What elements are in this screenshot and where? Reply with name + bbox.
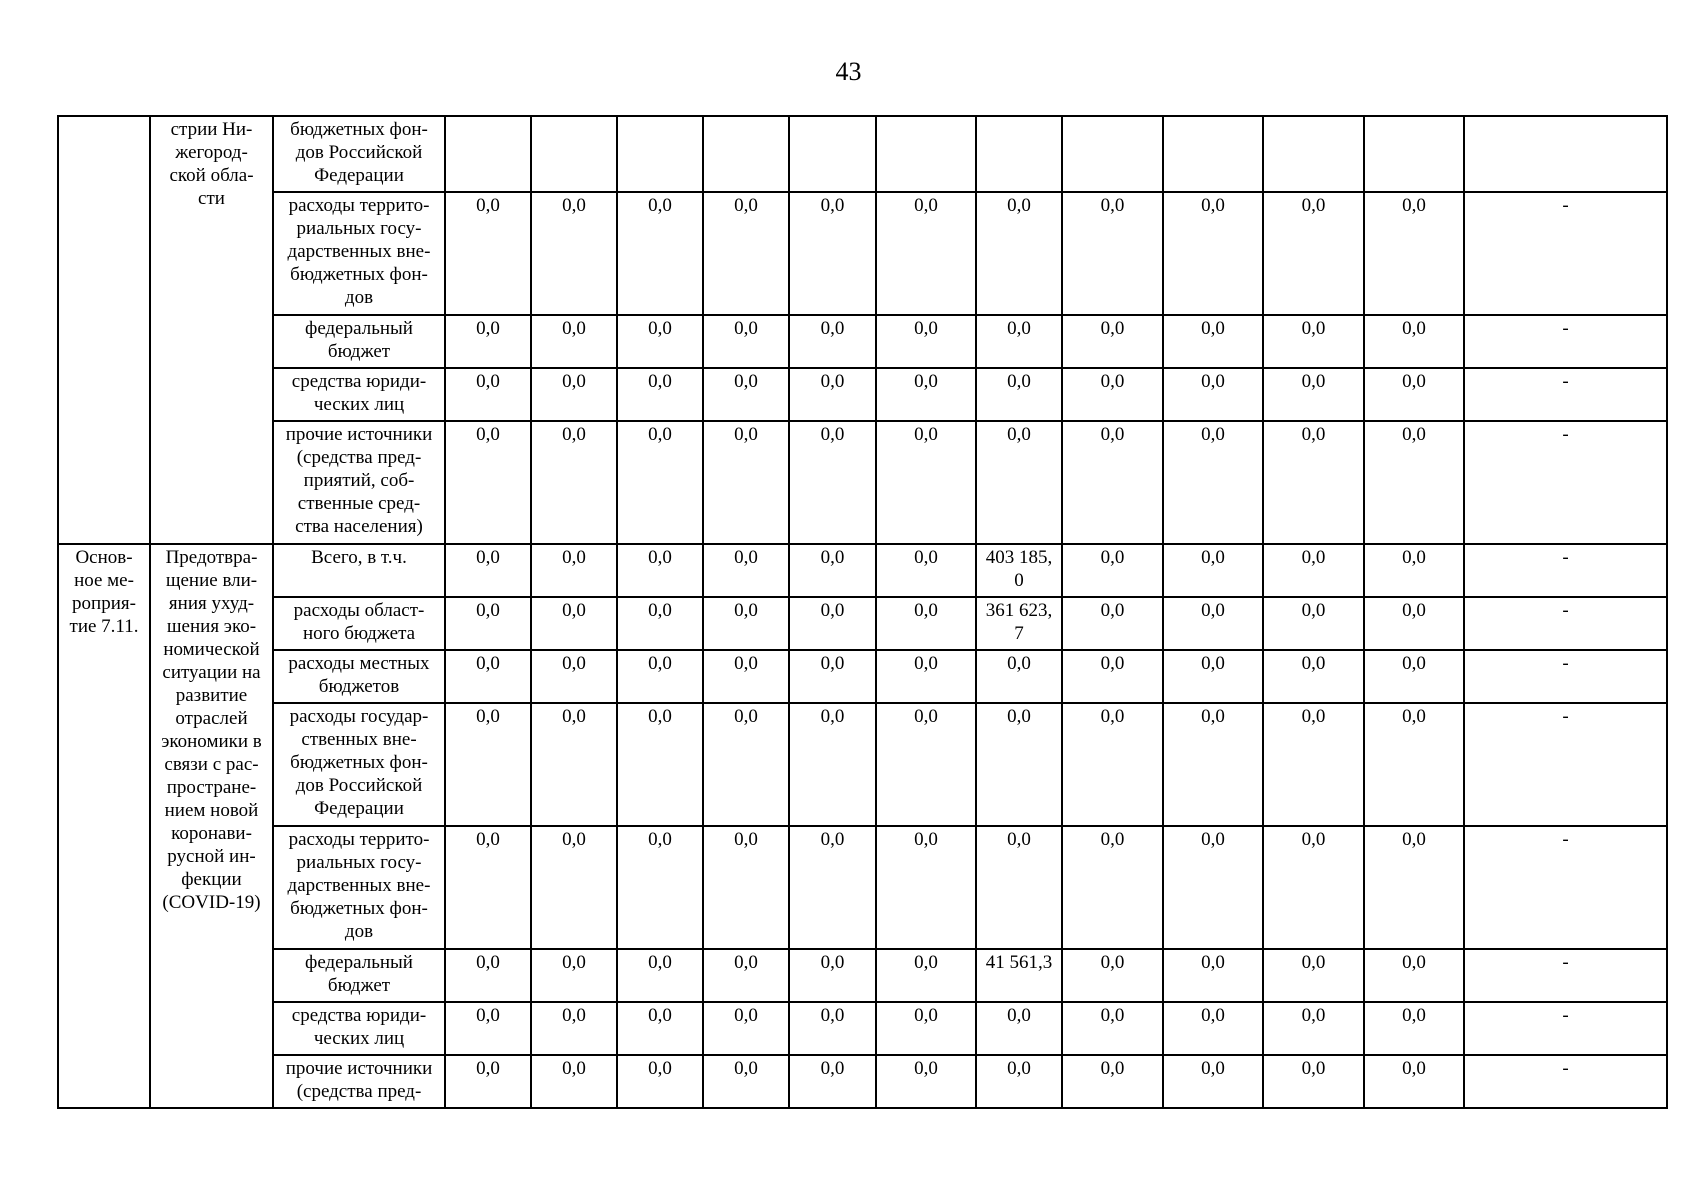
value-cell: - xyxy=(1464,315,1667,368)
value-cell: 0,0 xyxy=(976,1055,1062,1108)
value-cell: 0,0 xyxy=(445,703,531,826)
value-cell: 0,0 xyxy=(876,650,976,703)
value-cell: 0,0 xyxy=(976,192,1062,315)
funding-source-cell: средства юриди- ческих лиц xyxy=(273,368,445,421)
value-cell: 0,0 xyxy=(531,544,617,597)
value-cell: 0,0 xyxy=(1062,826,1163,949)
value-cell: 0,0 xyxy=(1364,650,1464,703)
value-cell: 0,0 xyxy=(703,1002,789,1055)
value-cell: 0,0 xyxy=(1062,192,1163,315)
value-cell: 0,0 xyxy=(445,315,531,368)
funding-source-cell: федеральный бюджет xyxy=(273,315,445,368)
value-cell: 0,0 xyxy=(1062,1055,1163,1108)
value-cell: 0,0 xyxy=(531,597,617,650)
value-cell: 0,0 xyxy=(876,1055,976,1108)
value-cell: 0,0 xyxy=(531,368,617,421)
table-row xyxy=(58,192,1667,315)
value-cell: 0,0 xyxy=(1263,597,1364,650)
value-cell: 0,0 xyxy=(789,421,876,544)
table-row xyxy=(58,315,1667,368)
value-cell: 0,0 xyxy=(1263,421,1364,544)
value-cell: 0,0 xyxy=(1364,544,1464,597)
value-cell: - xyxy=(1464,192,1667,315)
value-cell: 0,0 xyxy=(789,949,876,1002)
value-cell: 0,0 xyxy=(1364,1055,1464,1108)
value-cell xyxy=(1263,116,1364,192)
value-cell: 0,0 xyxy=(1263,1055,1364,1108)
value-cell: 0,0 xyxy=(445,368,531,421)
value-cell: 0,0 xyxy=(976,421,1062,544)
value-cell xyxy=(976,116,1062,192)
value-cell: - xyxy=(1464,597,1667,650)
value-cell: 0,0 xyxy=(1163,949,1263,1002)
value-cell: 0,0 xyxy=(976,315,1062,368)
value-cell: 41 561,3 xyxy=(976,949,1062,1002)
table-row xyxy=(58,544,1667,597)
value-cell: 0,0 xyxy=(1263,703,1364,826)
value-cell: 0,0 xyxy=(876,949,976,1002)
value-cell: 0,0 xyxy=(531,949,617,1002)
value-cell: 0,0 xyxy=(1263,192,1364,315)
value-cell: 0,0 xyxy=(789,1002,876,1055)
value-cell: 0,0 xyxy=(1163,315,1263,368)
value-cell: 0,0 xyxy=(876,192,976,315)
value-cell: 0,0 xyxy=(531,192,617,315)
funding-source-cell: прочие источники (средства пред- приятий, соб- ственные сред- ства населения) xyxy=(273,421,445,544)
value-cell: 0,0 xyxy=(976,368,1062,421)
value-cell: 0,0 xyxy=(1163,192,1263,315)
value-cell: 0,0 xyxy=(1364,421,1464,544)
value-cell: 0,0 xyxy=(976,703,1062,826)
value-cell: 403 185, 0 xyxy=(976,544,1062,597)
value-cell xyxy=(703,116,789,192)
value-cell: 0,0 xyxy=(617,421,703,544)
table-row xyxy=(58,116,1667,192)
table-row xyxy=(58,949,1667,1002)
value-cell: 361 623, 7 xyxy=(976,597,1062,650)
value-cell: 0,0 xyxy=(1364,826,1464,949)
value-cell: 0,0 xyxy=(1163,650,1263,703)
value-cell: 0,0 xyxy=(789,703,876,826)
value-cell: 0,0 xyxy=(789,650,876,703)
value-cell: - xyxy=(1464,544,1667,597)
value-cell: 0,0 xyxy=(876,703,976,826)
value-cell: 0,0 xyxy=(1163,826,1263,949)
value-cell: 0,0 xyxy=(445,949,531,1002)
value-cell: - xyxy=(1464,368,1667,421)
value-cell: 0,0 xyxy=(789,826,876,949)
table-row xyxy=(58,1002,1667,1055)
value-cell: 0,0 xyxy=(703,949,789,1002)
value-cell xyxy=(445,116,531,192)
table-row xyxy=(58,650,1667,703)
value-cell: 0,0 xyxy=(876,315,976,368)
value-cell: 0,0 xyxy=(789,315,876,368)
table-row xyxy=(58,826,1667,949)
table-row xyxy=(58,1055,1667,1108)
value-cell: 0,0 xyxy=(531,703,617,826)
value-cell: - xyxy=(1464,421,1667,544)
funding-source-cell: прочие источники (средства пред- xyxy=(273,1055,445,1108)
value-cell: - xyxy=(1464,826,1667,949)
value-cell: 0,0 xyxy=(1163,544,1263,597)
value-cell: 0,0 xyxy=(617,949,703,1002)
value-cell: 0,0 xyxy=(703,703,789,826)
value-cell: 0,0 xyxy=(617,650,703,703)
value-cell: 0,0 xyxy=(1364,597,1464,650)
value-cell: 0,0 xyxy=(617,1055,703,1108)
value-cell: 0,0 xyxy=(976,826,1062,949)
value-cell: 0,0 xyxy=(1263,826,1364,949)
value-cell: 0,0 xyxy=(617,192,703,315)
value-cell: 0,0 xyxy=(617,703,703,826)
value-cell: 0,0 xyxy=(531,826,617,949)
value-cell: 0,0 xyxy=(876,826,976,949)
value-cell: - xyxy=(1464,1055,1667,1108)
value-cell: 0,0 xyxy=(617,826,703,949)
funding-source-cell: федеральный бюджет xyxy=(273,949,445,1002)
value-cell: 0,0 xyxy=(703,192,789,315)
value-cell: 0,0 xyxy=(1163,421,1263,544)
value-cell: 0,0 xyxy=(976,1002,1062,1055)
funding-source-cell: расходы террито- риальных госу- дарственных вне- бюджетных фон- дов xyxy=(273,192,445,315)
funding-source-cell: расходы государ- ственных вне- бюджетных фон- дов Российской Федерации xyxy=(273,703,445,826)
value-cell: 0,0 xyxy=(876,368,976,421)
value-cell: 0,0 xyxy=(531,315,617,368)
value-cell: 0,0 xyxy=(1263,1002,1364,1055)
value-cell: 0,0 xyxy=(1062,650,1163,703)
program-stage-cell xyxy=(58,116,150,544)
value-cell xyxy=(531,116,617,192)
value-cell: 0,0 xyxy=(445,421,531,544)
value-cell: 0,0 xyxy=(703,368,789,421)
measure-name-cell: стрии Ни- жегород- ской обла- сти xyxy=(150,116,273,544)
value-cell: 0,0 xyxy=(531,421,617,544)
value-cell: 0,0 xyxy=(876,421,976,544)
value-cell xyxy=(1163,116,1263,192)
value-cell: 0,0 xyxy=(1263,315,1364,368)
value-cell: 0,0 xyxy=(617,597,703,650)
value-cell: 0,0 xyxy=(876,597,976,650)
value-cell xyxy=(1464,116,1667,192)
value-cell: - xyxy=(1464,703,1667,826)
value-cell: 0,0 xyxy=(531,1002,617,1055)
value-cell: 0,0 xyxy=(876,544,976,597)
value-cell xyxy=(876,116,976,192)
value-cell: 0,0 xyxy=(1062,544,1163,597)
value-cell: 0,0 xyxy=(445,597,531,650)
value-cell: 0,0 xyxy=(1062,315,1163,368)
value-cell: 0,0 xyxy=(703,315,789,368)
funding-source-cell: Всего, в т.ч. xyxy=(273,544,445,597)
value-cell: 0,0 xyxy=(445,1002,531,1055)
table-row xyxy=(58,597,1667,650)
value-cell: 0,0 xyxy=(445,826,531,949)
value-cell: 0,0 xyxy=(531,650,617,703)
value-cell: 0,0 xyxy=(617,1002,703,1055)
value-cell: 0,0 xyxy=(703,544,789,597)
table-row xyxy=(58,368,1667,421)
value-cell: 0,0 xyxy=(1263,544,1364,597)
value-cell: - xyxy=(1464,1002,1667,1055)
value-cell: 0,0 xyxy=(703,826,789,949)
value-cell: 0,0 xyxy=(617,315,703,368)
value-cell xyxy=(617,116,703,192)
value-cell: 0,0 xyxy=(789,192,876,315)
page-number: 43 xyxy=(835,57,862,86)
value-cell: 0,0 xyxy=(1163,1055,1263,1108)
table-row xyxy=(58,703,1667,826)
value-cell: 0,0 xyxy=(789,368,876,421)
value-cell: 0,0 xyxy=(1163,368,1263,421)
value-cell: 0,0 xyxy=(445,1055,531,1108)
value-cell: 0,0 xyxy=(703,597,789,650)
value-cell: 0,0 xyxy=(1163,597,1263,650)
value-cell: 0,0 xyxy=(1263,368,1364,421)
measure-name-cell: Предотвра- щение вли- яния ухуд- шения эко- номической ситуации на развитие отраслей экономики в связи с рас- простране- нием новой коронави- русной ин- фекции (COVID-19) xyxy=(150,544,273,1108)
value-cell: 0,0 xyxy=(976,650,1062,703)
value-cell: 0,0 xyxy=(1364,703,1464,826)
value-cell: 0,0 xyxy=(703,650,789,703)
value-cell: 0,0 xyxy=(1364,949,1464,1002)
value-cell: 0,0 xyxy=(1062,949,1163,1002)
value-cell: 0,0 xyxy=(1364,368,1464,421)
value-cell: 0,0 xyxy=(1062,421,1163,544)
value-cell: - xyxy=(1464,949,1667,1002)
value-cell: 0,0 xyxy=(789,597,876,650)
value-cell: 0,0 xyxy=(445,192,531,315)
value-cell: 0,0 xyxy=(1062,597,1163,650)
value-cell: 0,0 xyxy=(1062,1002,1163,1055)
funding-source-cell: расходы террито- риальных госу- дарственных вне- бюджетных фон- дов xyxy=(273,826,445,949)
funding-source-cell: расходы област- ного бюджета xyxy=(273,597,445,650)
value-cell xyxy=(789,116,876,192)
value-cell: - xyxy=(1464,650,1667,703)
value-cell: 0,0 xyxy=(876,1002,976,1055)
value-cell: 0,0 xyxy=(531,1055,617,1108)
funding-source-cell: бюджетных фон- дов Российской Федерации xyxy=(273,116,445,192)
value-cell: 0,0 xyxy=(1263,650,1364,703)
value-cell xyxy=(1364,116,1464,192)
value-cell: 0,0 xyxy=(1163,703,1263,826)
value-cell: 0,0 xyxy=(1263,949,1364,1002)
funding-source-cell: средства юриди- ческих лиц xyxy=(273,1002,445,1055)
value-cell: 0,0 xyxy=(789,1055,876,1108)
value-cell: 0,0 xyxy=(445,544,531,597)
value-cell: 0,0 xyxy=(703,421,789,544)
value-cell: 0,0 xyxy=(1163,1002,1263,1055)
value-cell: 0,0 xyxy=(445,650,531,703)
value-cell xyxy=(1062,116,1163,192)
table-row xyxy=(58,421,1667,544)
value-cell: 0,0 xyxy=(1364,1002,1464,1055)
value-cell: 0,0 xyxy=(1062,368,1163,421)
budget-table xyxy=(57,115,1668,1109)
value-cell: 0,0 xyxy=(1364,192,1464,315)
funding-source-cell: расходы местных бюджетов xyxy=(273,650,445,703)
value-cell: 0,0 xyxy=(617,544,703,597)
value-cell: 0,0 xyxy=(617,368,703,421)
value-cell: 0,0 xyxy=(1364,315,1464,368)
value-cell: 0,0 xyxy=(1062,703,1163,826)
program-stage-cell: Основ- ное ме- роприя- тие 7.11. xyxy=(58,544,150,1108)
value-cell: 0,0 xyxy=(703,1055,789,1108)
value-cell: 0,0 xyxy=(789,544,876,597)
